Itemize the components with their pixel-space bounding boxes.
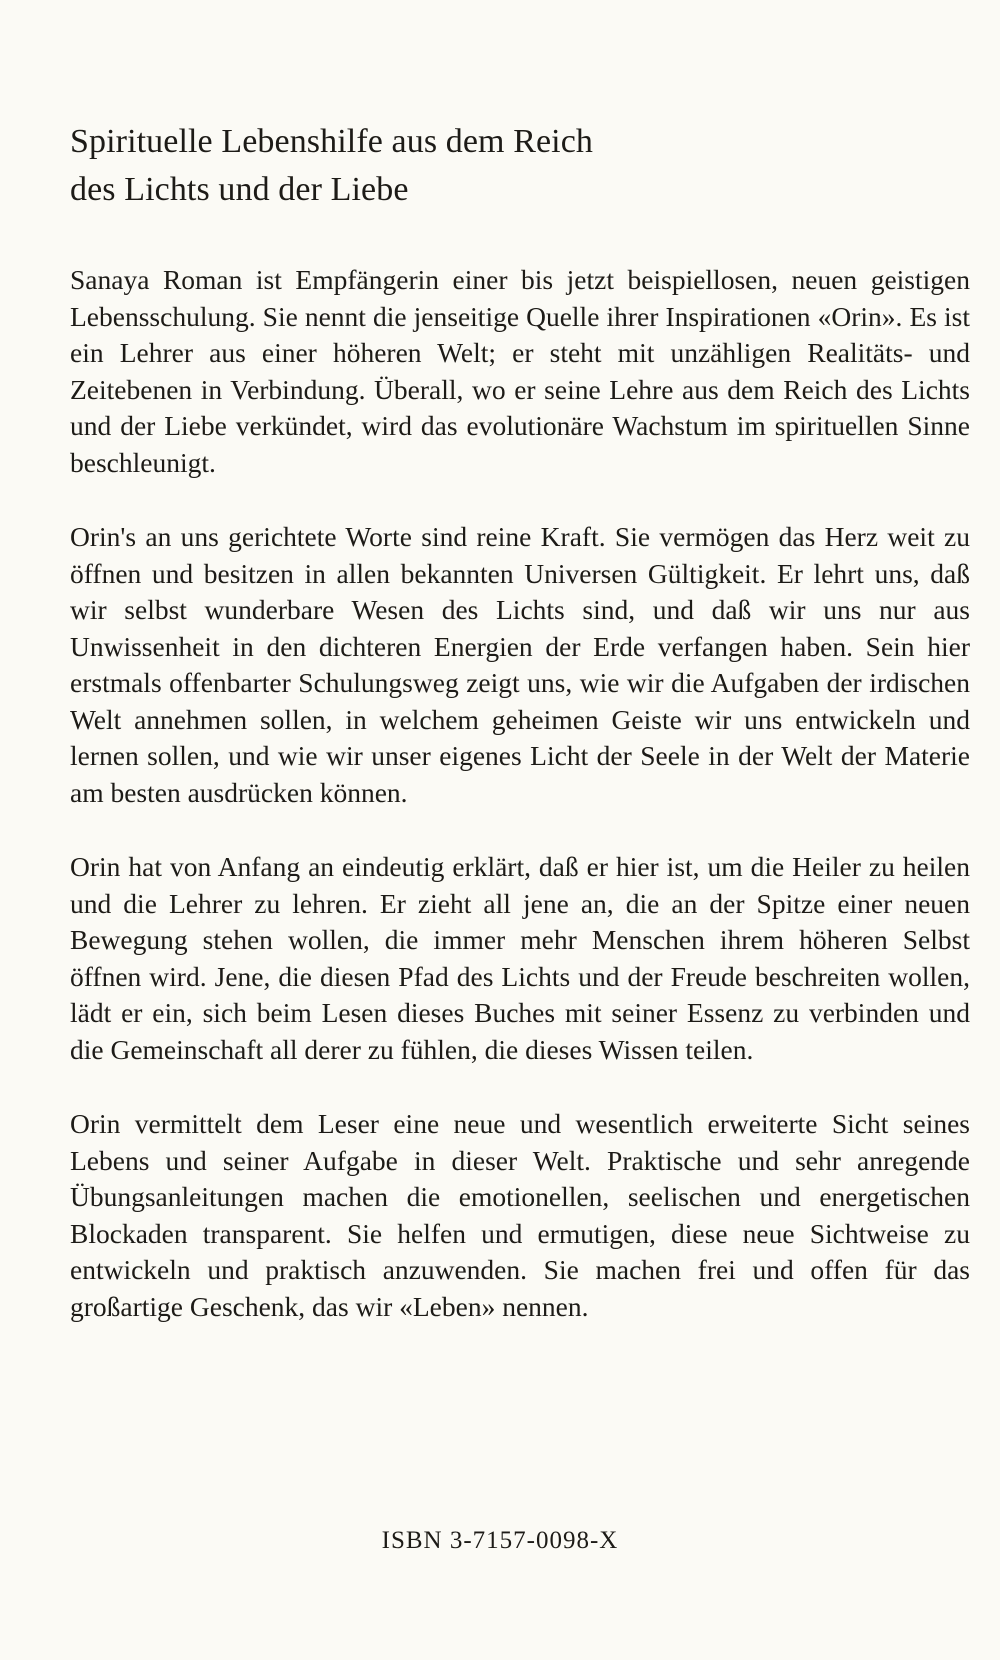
back-cover-text	[70, 118, 970, 1363]
paragraph-2: Orin's an uns gerichtete Worte sind reine Kraft. Sie vermögen das Herz weit zu öffnen und besitzen in allen bekannten Universen Gültigkeit. Er lehrt uns, daß wir selbst wunderbare Wesen des Lichts sind, und daß wir uns nur aus Unwissenheit in den dichteren Energien der Erde verfangen haben. Sein hier erstmals offenbarter Schulungsweg zeigt uns, wie wir die Aufgaben der irdischen Welt annehmen sollen, in welchem geheimen Geiste wir uns entwickeln und lernen sollen, und wie wir unser eigenes Licht der Seele in der Welt der Materie am besten ausdrücken können.	[70, 521, 970, 808]
title-line-2: des Lichts und der Liebe	[70, 171, 409, 208]
title-line-1: Spirituelle Lebenshilfe aus dem Reich	[70, 123, 593, 160]
paragraph-3: Orin hat von Anfang an eindeutig erklärt, daß er hier ist, um die Heiler zu heilen und die Lehrer zu lehren. Er zieht all jene an, die an der Spitze einer neuen Bewegung stehen wollen, die immer mehr Menschen ihrem höheren Selbst öffnen wird. Jene, die diesen Pfad des Lichts und der Freude beschreiten wollen, lädt er ein, sich beim Lesen dieses Buches mit seiner Essenz zu verbinden und die Gemeinschaft all derer zu fühlen, die dieses Wissen teilen.	[70, 851, 970, 1065]
paragraph-4: Orin vermittelt dem Leser eine neue und wesentlich erweiterte Sicht seines Lebens und seiner Aufgabe in dieser Welt. Praktische und sehr anregende Übungsanleitungen machen die emotionellen, seelischen und energetischen Blockaden transparent. Sie helfen und ermutigen, diese neue Sichtweise zu entwickeln und praktisch anzuwenden. Sie machen frei und offen für das großartige Geschenk, das wir «Leben» nennen.	[70, 1108, 970, 1322]
paragraph-1: Sanaya Roman ist Empfängerin einer bis jetzt beispiellosen, neuen geistigen Lebensschulung. Sie nennt die jenseitige Quelle ihrer Inspirationen «Orin». Es ist ein Lehrer aus einer höheren Welt; er steht mit unzähligen Realitäts- und Zeitebenen in Verbindung. Überall, wo er seine Lehre aus dem Reich des Lichts und der Liebe verkündet, wird das evolutionäre Wachstum im spirituellen Sinne beschleunigt.	[70, 264, 970, 478]
cover-title	[70, 118, 970, 214]
isbn-label: ISBN 3-7157-0098-X	[381, 1527, 619, 1554]
